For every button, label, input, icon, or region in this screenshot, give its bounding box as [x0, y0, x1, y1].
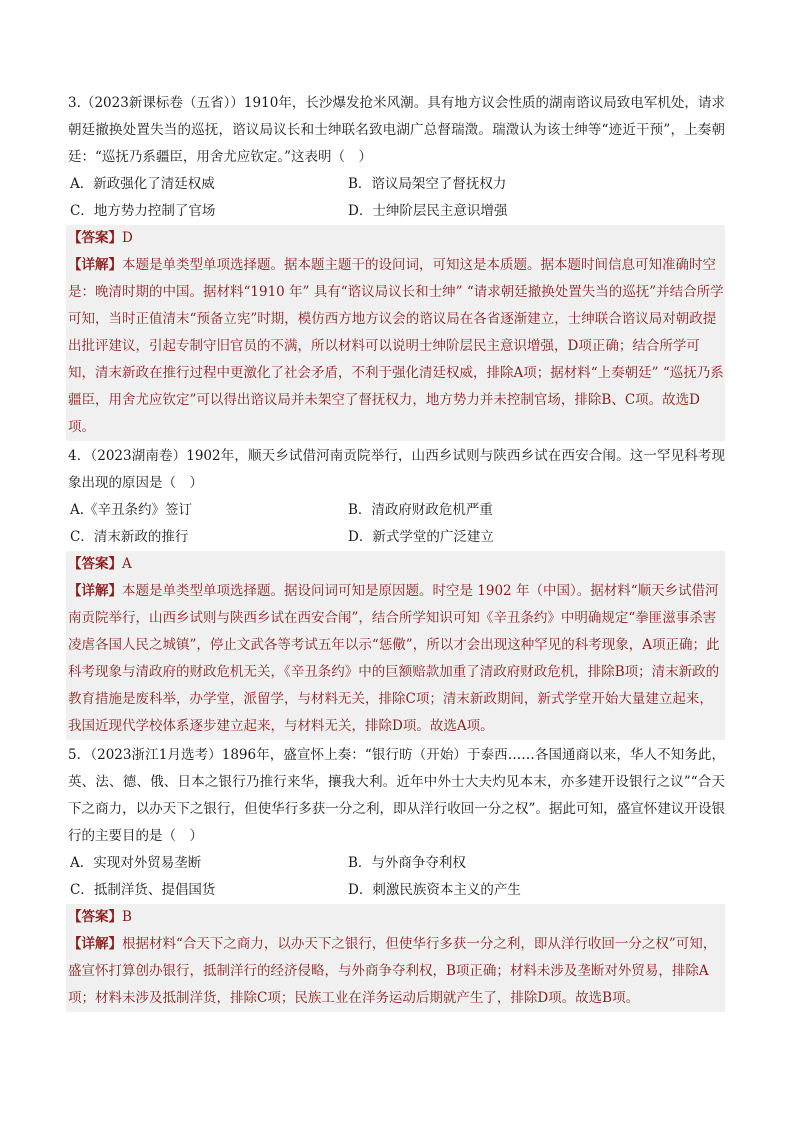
option-a: A．新政强化了清廷权威: [70, 176, 215, 192]
option-a: A．实现对外贸易垄断: [70, 855, 202, 871]
question-3: [68, 90, 725, 441]
detail-label: 【详解】: [68, 257, 122, 273]
question-stem: 4．（2023湖南卷）1902年，顺天乡试借河南贡院举行，山西乡试则与陕西乡试在西安合闱。这一罕见科考现象出现的原因是（ ）: [68, 448, 725, 491]
option-d: D．士绅阶层民主意识增强: [348, 203, 508, 219]
detail-text: 本题是单类型单项选择题。据本题主题干的设问词，可知这是本质题。据本题时间信息可知准确时空是：晚清时期的中国。据材料“1910 年” 具有“谘议局议长和士绅” “请求朝廷撤换处置失当的巡抚”并结合所学可知，当时正值清末“预备立宪”时期，模仿西方地方议会的谘议局在各省逐渐建立，士绅联合谘议局对朝政提出批评建议，引起专制守旧官员的不满，所以材料可以说明士绅阶层民主意识增强，D项正确；结合所学可知，清末新政在推行过程中更激化了社会矛盾，不利于强化清廷权威，排除A项；据材料“上奏朝廷” “巡抚乃系疆臣，用舍尤应钦定”可以得出谘议局并未架空了督抚权力，地方势力并未控制官场，排除B、C项。故选D项。: [68, 257, 724, 435]
answer-box: [66, 551, 725, 740]
option-b: B．谘议局架空了督抚权力: [348, 176, 507, 192]
question-stem: 5．（2023浙江1月选考）1896年，盛宣怀上奏：“银行昉（开始）于泰西……各国通商以来，华人不知务此，英、法、德、俄、日本之银行乃推行来华，攘我大利。近年中外士大夫灼见本末，亦多建开设银行之议”“合天下之商力，以办天下之银行，但使华行多获一分之利，即从洋行收回一分之权”。据此可知，盛宣怀建议开设银行的主要目的是（ ）: [68, 747, 725, 844]
option-b: B．清政府财政危机严重: [348, 502, 493, 518]
question-4: [68, 443, 725, 740]
option-c: C．地方势力控制了官场: [70, 203, 216, 219]
answer-value: D: [122, 230, 133, 246]
detail-label: 【详解】: [68, 583, 122, 599]
option-d: D．刺激民族资本主义的产生: [348, 882, 521, 898]
answer-box: [66, 904, 725, 1012]
answer-label: 【答案】: [68, 556, 122, 572]
answer-label: 【答案】: [68, 230, 122, 246]
detail-label: 【详解】: [68, 936, 122, 952]
options: [68, 171, 725, 225]
question-stem: 3.（2023新课标卷（五省））1910年，长沙爆发抢米风潮。具有地方议会性质的湖南谘议局致电军机处，请求朝廷撤换处置失当的巡抚，谘议局议长和士绅联名致电湖广总督瑞澂。瑞澂认为该士绅等“迹近干预”，上奏朝廷：“巡抚乃系疆臣，用舍尤应钦定。”这表明（ ）: [68, 95, 725, 165]
answer-label: 【答案】: [68, 909, 122, 925]
option-c: C．抵制洋货、提倡国货: [70, 882, 216, 898]
option-c: C．清末新政的推行: [70, 529, 189, 545]
options: [68, 497, 725, 551]
answer-value: B: [122, 909, 132, 925]
option-b: B．与外商争夺利权: [348, 855, 466, 871]
answer-value: A: [122, 556, 132, 572]
option-a: A.《辛丑条约》签订: [70, 502, 193, 518]
option-d: D．新式学堂的广泛建立: [348, 529, 494, 545]
detail-text: 根据材料“合天下之商力，以办天下之银行，但使华行多获一分之利，即从洋行收回一分之权”可知，盛宣怀打算创办银行，抵制洋行的经济侵略，与外商争夺利权，B项正确；材料未涉及垄断对外贸易，排除A项；材料未涉及抵制洋货，排除C项；民族工业在洋务运动后期就产生了，排除D项。故选B项。: [68, 936, 717, 1006]
answer-box: [66, 225, 725, 441]
options: [68, 850, 725, 904]
detail-text: 本题是单类型单项选择题。据设问词可知是原因题。时空是 1902 年（中国）。据材料“顺天乡试借河南贡院举行，山西乡试则与陕西乡试在西安合闱”，结合所学知识可知《辛丑条约》中明确规定“拳匪滋事杀害凌虐各国人民之城镇”，停止文武各等考试五年以示“惩儆”，所以才会出现这种罕见的科考现象，A项正确；此科考现象与清政府的财政危机无关，《辛丑条约》中的巨额赔款加重了清政府财政危机，排除B项；清末新政的教育措施是废科举，办学堂，派留学，与材料无关，排除C项；清末新政期间，新式学堂开始大量建立起来，我国近现代学校体系逐步建立起来，与材料无关，排除D项。故选A项。: [68, 583, 720, 734]
question-5: [68, 742, 725, 1012]
